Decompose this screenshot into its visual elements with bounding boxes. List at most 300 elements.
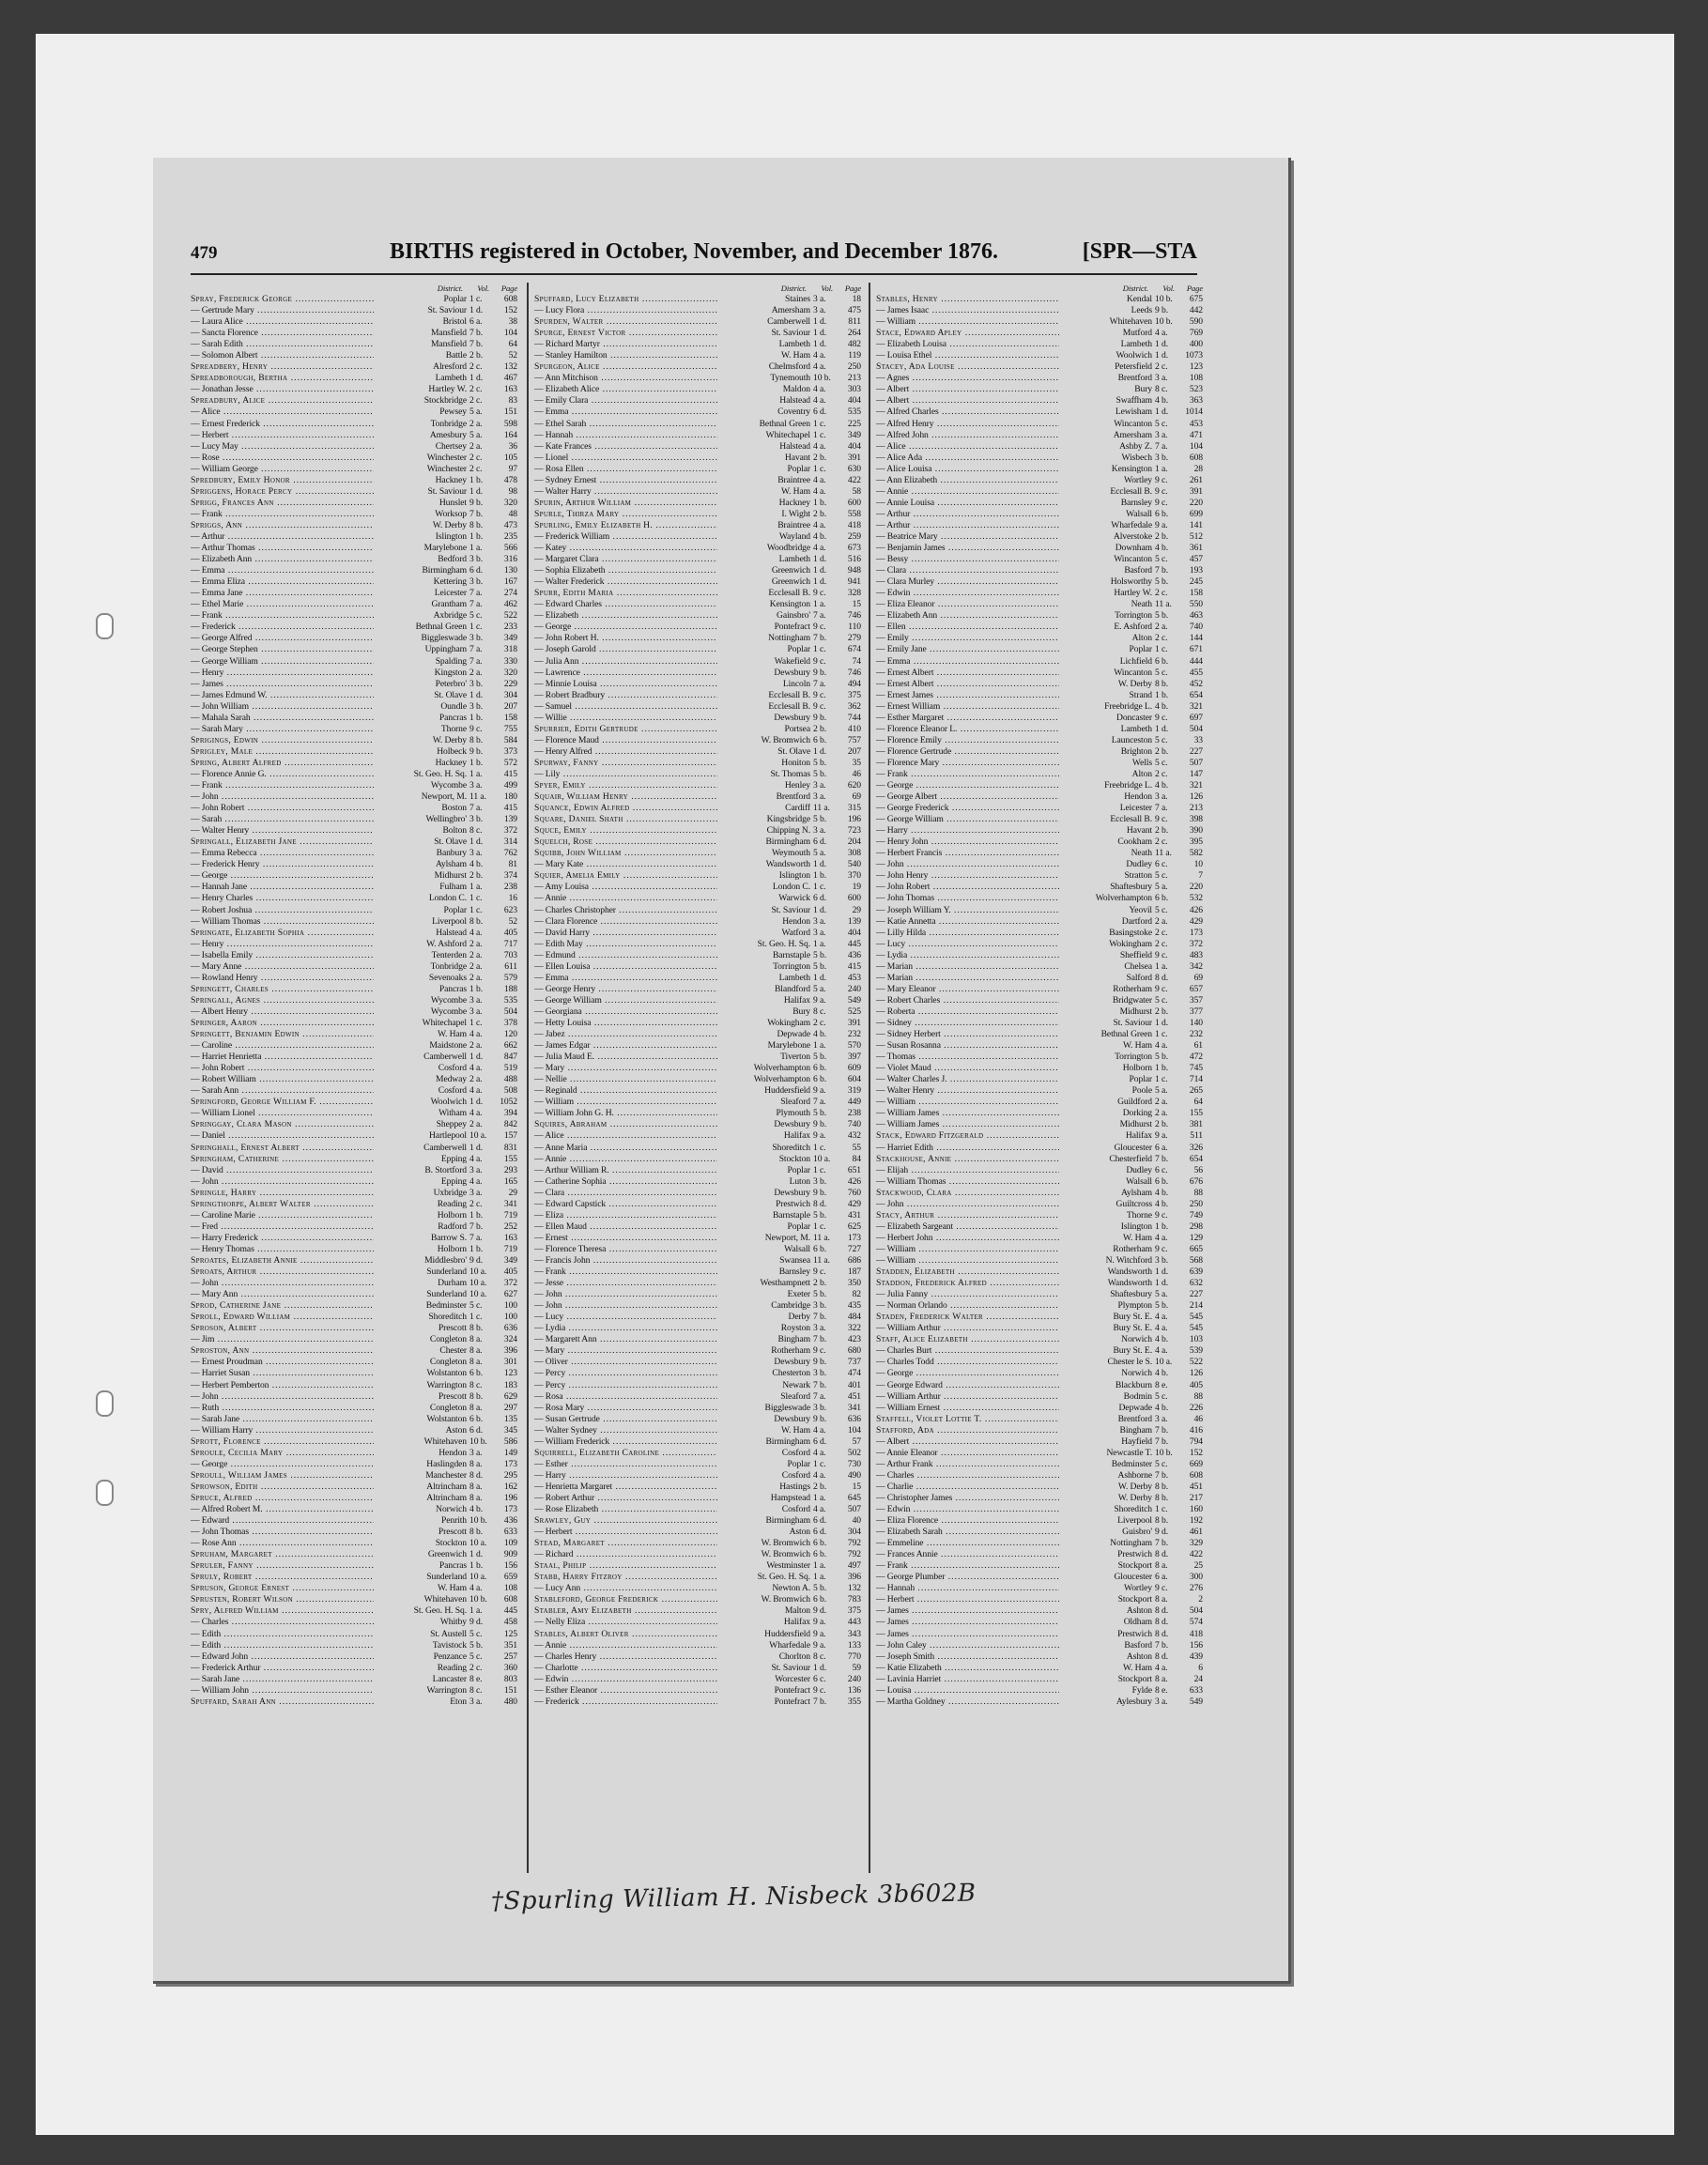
entry-district: St. Thomas [717,769,810,780]
entry-name: Sprigings, Edwin ..... [191,735,427,746]
entry-district: Rotherham [1059,1244,1152,1255]
entry-name: — Lucy ..... [534,1312,771,1323]
entry-district: Congleton [374,1334,467,1345]
entry-name: — Florence Gertrude ..... [876,746,1113,758]
entry-page: 941 [847,576,861,588]
entry-volume: 5 b. [813,1108,826,1119]
entry-name: — John Robert ..... [191,803,427,814]
entry-district: Cookham [1059,837,1152,848]
entry-volume: 2 a. [469,938,483,949]
entry-district: Havant [1059,825,1152,837]
entry-page: 608 [1189,1469,1203,1481]
entry-page: 119 [848,350,861,361]
register-entry [534,950,861,961]
entry-page: 165 [503,1175,517,1187]
entry-volume: 5 a. [813,983,826,994]
entry-district: Dewsbury [717,1357,810,1368]
register-entry [534,1640,861,1651]
entry-district: Torrington [1059,610,1152,622]
entry-name: — William ..... [876,1244,1113,1255]
entry-district: Greenwich [374,1549,467,1560]
register-entry [876,1108,1203,1119]
entry-volume: 5 a. [469,407,483,418]
register-entry [534,995,861,1006]
entry-page: 173 [1189,927,1203,938]
entry-volume: 3 b. [469,700,483,712]
entry-volume: 1 c. [813,418,826,429]
entry-district: Woodbridge [717,543,810,554]
register-entry [876,1052,1203,1063]
entry-page: 478 [503,474,517,485]
entry-district: Sleaford [717,1097,810,1108]
entry-volume: 5 a. [1155,1085,1168,1097]
entry-volume: 9 a. [813,1085,826,1097]
register-entry [876,1018,1203,1029]
register-entry [534,1345,861,1357]
entry-name: — Herbert ..... [876,1594,1113,1605]
entry-page: 703 [503,949,517,960]
register-entry [876,995,1203,1006]
entry-volume: 8 d. [1155,1617,1168,1628]
entry-volume: 8 d. [1155,1549,1168,1560]
entry-name: — Susan Gertrude ..... [534,1414,771,1425]
entry-page: 480 [503,1696,517,1707]
entry-volume: 1 c. [813,644,826,655]
register-entry [191,305,517,316]
entry-volume: 1 a. [1155,960,1168,972]
entry-district: Whitechapel [717,430,810,441]
entry-page: 274 [503,588,517,599]
entry-page: 391 [1189,485,1203,497]
entry-district: Wells [1059,758,1152,769]
entry-page: 152 [1189,1447,1203,1458]
entry-district: St. Saviour [717,1663,810,1674]
entry-district: Birmingham [374,565,467,576]
register-entry [876,361,1203,373]
entry-district: Maldon [717,384,810,395]
entry-district: Sunderland [374,1267,467,1278]
entry-page: 442 [1189,305,1203,316]
entry-district: Cosford [717,1448,810,1459]
entry-district: Norwich [1059,1368,1152,1379]
entry-volume: 3 b. [1155,1254,1168,1266]
entry-district: Prestwich [1059,1549,1152,1560]
entry-volume: 3 a. [813,915,826,927]
entry-name: — John Thomas ..... [876,893,1113,904]
entry-page: 633 [503,1527,517,1538]
entry-volume: 10 a. [469,1267,487,1278]
entry-volume: 9 d. [469,1254,483,1266]
entry-district: Coventry [717,407,810,418]
entry-page: 444 [1189,655,1203,667]
entry-page: 314 [503,837,517,848]
column-divider [869,283,870,1873]
register-entry [191,453,517,464]
entry-name: — Alice Louisa ..... [876,464,1113,475]
entry-name: — Percy ..... [534,1380,771,1391]
entry-volume: 9 b. [813,1413,826,1424]
entry-name: Springett, Charles ..... [191,984,427,995]
entry-name: — John ..... [534,1289,771,1300]
entry-volume: 6 b. [1155,893,1168,904]
entry-volume: 9 b. [813,712,826,723]
register-entry [191,384,517,395]
entry-district: Huddersfield [717,1629,810,1640]
entry-name: — Frances Annie ..... [876,1549,1113,1560]
entry-volume: 5 a. [1155,1289,1168,1300]
register-entry [191,1640,517,1651]
entry-district: Westminster [717,1560,810,1572]
entry-name: — Joseph Smith ..... [876,1651,1113,1663]
register-entry [876,633,1203,644]
entry-district: W. Ham [1059,1040,1152,1052]
register-entry [191,1697,517,1708]
entry-name: — Clara ..... [876,565,1113,576]
entry-name: — Elijah ..... [876,1165,1113,1176]
entry-volume: 5 b. [1155,576,1168,588]
entry-district: Holborn [1059,1063,1152,1074]
register-entry [191,984,517,995]
register-entry [876,395,1203,407]
entry-name: — Albert ..... [876,1436,1113,1448]
entry-page: 342 [1189,960,1203,972]
entry-volume: 4 b. [813,1029,826,1040]
register-entry [876,1323,1203,1334]
entry-district: Sleaford [717,1391,810,1403]
entry-page: 55 [852,1142,861,1153]
entry-page: 61 [1193,1040,1203,1052]
entry-name: Springall, Elizabeth Jane ..... [191,837,427,848]
register-page [153,158,1291,1984]
entry-volume: 8 b. [469,519,483,530]
register-entry [534,1470,861,1482]
entry-name: — John ..... [534,1300,771,1312]
entry-district: Blackburn [1059,1380,1152,1391]
register-entry [876,464,1203,475]
entry-district: Oldham [1059,1617,1152,1628]
entry-volume: 2 c. [1155,588,1168,599]
entry-volume: 7 b. [813,1334,826,1345]
register-entry [191,825,517,837]
entry-name: — Alfred Henry ..... [876,419,1113,430]
entry-volume: 3 a. [469,848,483,859]
entry-volume: 1 b. [469,474,483,485]
register-entry [191,724,517,735]
entry-name: — Florence Mary ..... [876,758,1113,769]
entry-name: — Catherine Sophia ..... [534,1176,771,1188]
register-entry [876,1470,1203,1482]
register-entry [191,1357,517,1368]
entry-district: Braintree [717,475,810,486]
entry-district: Stockton [717,1154,810,1165]
entry-district: Braintree [717,520,810,531]
entry-volume: 1 d. [469,837,483,848]
entry-page: 566 [503,543,517,554]
entry-district: Whitehaven [1059,316,1152,328]
entry-name: — Joseph Garold ..... [534,644,771,655]
register-entry [876,339,1203,350]
register-entry [191,1154,517,1165]
entry-volume: 8 b. [469,915,483,927]
entry-district: Holborn [374,1210,467,1221]
entry-volume: 1 d. [813,1662,826,1673]
entry-page: 372 [1189,938,1203,949]
register-entry [534,1289,861,1300]
entry-name: — Sidney ..... [876,1018,1113,1029]
entry-district: Havant [717,453,810,464]
entry-district: Poplar [717,464,810,475]
entry-name: — William ..... [876,316,1113,328]
entry-volume: 3 a. [469,1696,483,1707]
entry-volume: 9 c. [813,1267,826,1278]
register-entry [876,520,1203,531]
entry-district: Woolwich [1059,350,1152,361]
entry-page: 522 [503,610,517,622]
entry-name: Squelch, Rose ..... [534,837,771,848]
entry-volume: 1 c. [1155,644,1168,655]
entry-page: 374 [503,870,517,882]
entry-page: 394 [503,1108,517,1119]
entry-page: 28 [1193,463,1203,474]
register-entry [876,565,1203,576]
register-entry [876,1085,1203,1097]
entry-name: Spring, Albert Alfred ..... [191,758,427,769]
entry-name: Spurway, Fanny ..... [534,758,771,769]
entry-name: — Sidney Herbert ..... [876,1029,1113,1040]
entry-page: 220 [1189,882,1203,893]
entry-name: Spurden, Walter ..... [534,316,771,328]
entry-name: — Charles Christopher ..... [534,905,771,916]
entry-page: 318 [503,644,517,655]
entry-page: 7 [1198,870,1203,882]
register-entry [876,1345,1203,1357]
entry-district: Peterbro' [374,679,467,690]
entry-page: 74 [852,655,861,667]
entry-district: Holsworthy [1059,576,1152,588]
entry-district: Woolwich [374,1097,467,1108]
entry-district: Freebridge L. [1059,701,1152,713]
entry-district: Hartlepool [374,1130,467,1142]
entry-name: — John ..... [191,1391,427,1403]
entry-district: Hackney [374,475,467,486]
entry-page: 250 [1189,1198,1203,1209]
register-entry [191,1594,517,1605]
register-entry [534,305,861,316]
register-entry [191,1549,517,1560]
register-entry [876,1255,1203,1267]
entry-volume: 6 b. [469,1413,483,1424]
entry-name: — Lawrence ..... [534,668,771,679]
entry-district: Swaffham [1059,395,1152,407]
register-entry [191,1040,517,1052]
entry-page: 746 [847,610,861,622]
volume-header: Vol. [821,284,833,293]
register-entry [534,780,861,791]
entry-page: 755 [503,723,517,734]
entry-page: 639 [1189,1267,1203,1278]
entry-name: — David ..... [191,1165,427,1176]
entry-page: 300 [1189,1572,1203,1583]
entry-name: — Frederick Arthur ..... [191,1663,427,1674]
entry-page: 196 [847,814,861,825]
entry-page: 549 [1189,1696,1203,1707]
entry-name: — William George ..... [191,464,427,475]
entry-volume: 2 c. [469,395,483,407]
entry-volume: 1 d. [813,328,826,339]
entry-district: Alton [1059,633,1152,644]
register-entry [191,859,517,870]
entry-name: — Sarah ..... [191,814,427,825]
entry-name: — Hannah Jane ..... [191,882,427,893]
entry-volume: 7 b. [813,1379,826,1390]
entry-district: Uppingham [374,644,467,655]
entry-page: 625 [847,1221,861,1232]
entry-name: Stabb, Harry Fitzroy ..... [534,1572,771,1583]
entry-district: Uxbridge [374,1188,467,1199]
entry-volume: 5 b. [813,757,826,768]
entry-name: — Emma Eliza ..... [191,576,427,588]
entry-district: Radford [374,1221,467,1233]
entry-page: 511 [1190,1130,1203,1142]
entry-name: Spurle, Thirza Mary ..... [534,509,771,520]
entry-name: — Susan Rosanna ..... [876,1040,1113,1052]
entry-name: — Albert ..... [876,384,1113,395]
entry-page: 320 [503,667,517,678]
entry-name: — William Thomas ..... [191,916,427,928]
register-entry [876,1527,1203,1538]
entry-district: Bury St. E. [1059,1312,1152,1323]
entry-district: Walsall [717,1244,810,1255]
entry-name: — William Arthur ..... [876,1323,1113,1334]
entry-name: — Lydia ..... [534,1323,771,1334]
entry-volume: 8 a. [469,1334,483,1345]
entry-name: — Rose Ann ..... [191,1538,427,1549]
register-entry [191,758,517,769]
entry-district: Ecclesall B. [717,701,810,713]
entry-district: Greenwich [717,576,810,588]
entry-page: 329 [1189,1538,1203,1549]
entry-volume: 8 a. [1155,1560,1168,1572]
entry-volume: 1 a. [813,938,826,949]
entry-district: Eton [374,1697,467,1708]
entry-district: Aylsham [374,859,467,870]
entry-district: I. Wight [717,509,810,520]
entry-volume: 6 b. [813,1063,826,1074]
register-entry [876,713,1203,724]
entry-page: 173 [503,1504,517,1515]
register-entry [534,622,861,633]
entry-volume: 11 a. [813,1254,830,1266]
entry-name: — John ..... [876,859,1113,870]
entry-page: 909 [503,1549,517,1560]
entry-volume: 1 c. [469,622,483,633]
entry-district: Reading [374,1663,467,1674]
register-entry [876,1244,1203,1255]
entry-page: 504 [1189,1605,1203,1617]
entry-name: — Ernest James ..... [876,690,1113,701]
entry-district: Tynemouth [717,373,810,384]
register-entry [191,1527,517,1538]
entry-district: Lambeth [1059,339,1152,350]
register-entry [534,973,861,984]
entry-name: — Edward John ..... [191,1651,427,1663]
register-column-3 [876,283,1203,1708]
entry-page: 549 [847,994,861,1006]
register-entry [191,939,517,950]
entry-name: — Margarett Ann ..... [534,1334,771,1345]
entry-district: Dewsbury [717,1414,810,1425]
entry-name: — James Isaac ..... [876,305,1113,316]
entry-name: — Esther Eleanor ..... [534,1685,771,1697]
entry-volume: 8 a. [1155,1594,1168,1605]
register-entry [534,419,861,430]
entry-volume: 10 b. [1155,316,1173,328]
entry-name: — Mahala Sarah ..... [191,713,427,724]
district-header: District. [1122,284,1148,293]
entry-volume: 4 a. [813,1469,826,1481]
entry-name: — Rosa ..... [534,1391,771,1403]
entry-name: Spreadborough, Bertha ..... [191,373,427,384]
entry-name: Spruham, Margaret ..... [191,1549,427,1560]
register-entry [876,1334,1203,1345]
entry-volume: 1 d. [469,1097,483,1108]
entry-name: — George Edward ..... [876,1380,1113,1391]
entry-volume: 1 d. [813,745,826,757]
entry-name: — Willie ..... [534,713,771,724]
entry-district: Middlesbro' [374,1255,467,1267]
entry-page: 52 [508,350,517,361]
entry-name: — Ellen Maud ..... [534,1221,771,1233]
entry-name: — Nelly Eliza ..... [534,1617,771,1628]
entry-district: Wolverhampton [717,1074,810,1085]
entry-name: — Mary Eleanor ..... [876,984,1113,995]
entry-page: 1073 [1185,350,1203,361]
entry-name: Stabler, Amy Elizabeth ..... [534,1605,771,1617]
entry-district: Cosford [717,1470,810,1482]
entry-volume: 2 a. [469,1074,483,1085]
entry-district: Bedminster [374,1300,467,1312]
entry-page: 349 [503,633,517,644]
entry-page: 308 [847,848,861,859]
entry-district: Thorne [374,724,467,735]
page-header-label: Page [500,284,517,293]
entry-page: 261 [1189,474,1203,485]
entry-name: — Samuel ..... [534,701,771,713]
entry-district: Poole [1059,1085,1152,1097]
register-entry [876,905,1203,916]
entry-district: W. Ham [1059,1233,1152,1244]
register-entry [191,419,517,430]
entry-name: — Caroline ..... [191,1040,427,1052]
entry-district: Haslingden [374,1459,467,1470]
register-entry [534,1403,861,1414]
entry-page: 654 [1189,689,1203,700]
entry-name: — Frank ..... [876,1560,1113,1572]
entry-volume: 2 c. [1155,361,1168,373]
register-entry [876,1617,1203,1628]
entry-name: — Lucy May ..... [191,441,427,453]
entry-page: 783 [847,1594,861,1605]
entry-page: 516 [847,554,861,565]
entry-volume: 1 d. [813,859,826,870]
entry-volume: 9 c. [813,700,826,712]
entry-page: 304 [503,689,517,700]
entry-volume: 9 c. [469,723,483,734]
entry-volume: 8 a. [469,1345,483,1357]
entry-page: 265 [1189,1085,1203,1097]
register-entry [191,430,517,441]
register-entry [191,531,517,543]
